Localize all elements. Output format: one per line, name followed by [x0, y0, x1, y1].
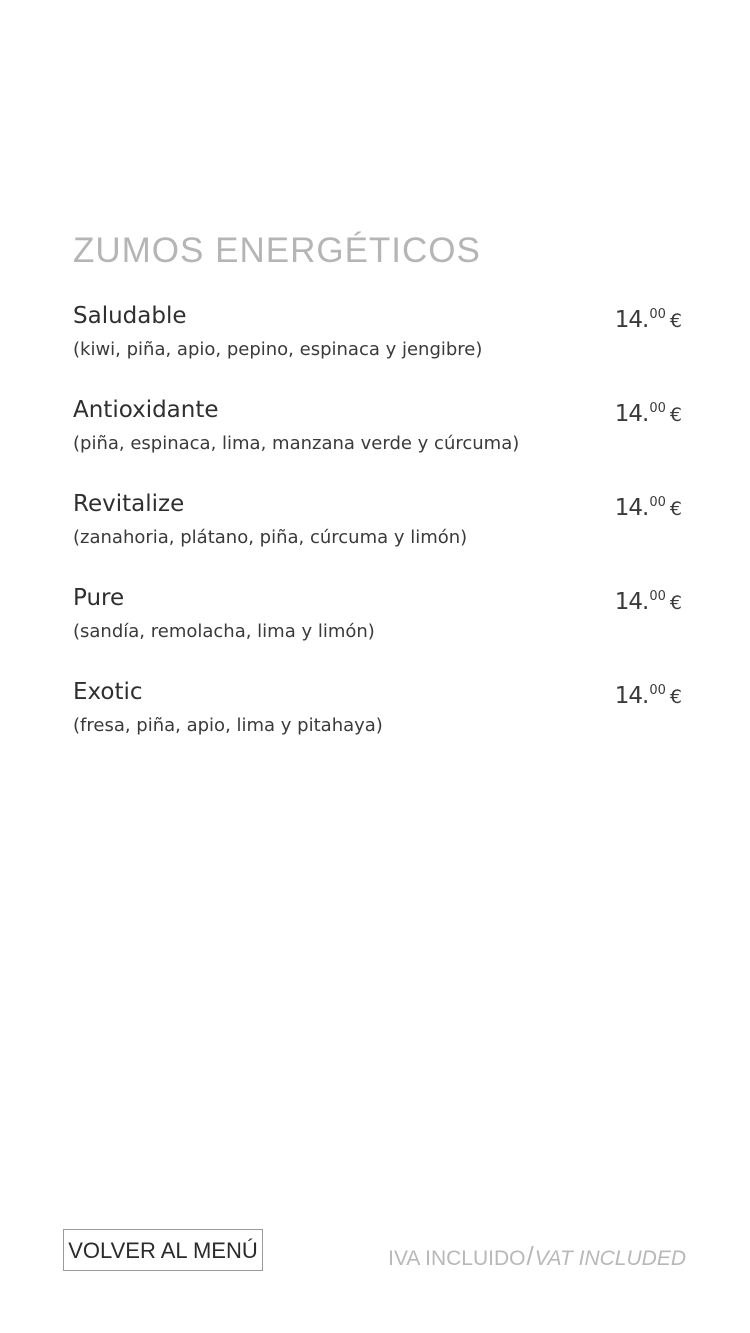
- menu-item-exotic: [73, 679, 685, 773]
- item-name: Exotic: [73, 679, 143, 705]
- price-decimals: 00: [649, 495, 666, 510]
- item-description: (zanahoria, plátano, piña, cúrcuma y limón): [73, 527, 468, 548]
- item-price: [615, 307, 682, 333]
- item-price: [615, 401, 682, 427]
- price-integer: 14.: [614, 401, 649, 427]
- item-description: (sandía, remolacha, lima y limón): [73, 621, 375, 642]
- price-decimals: 00: [649, 401, 666, 416]
- currency-symbol: €: [669, 404, 682, 426]
- menu-item-antioxidante: [73, 397, 685, 491]
- currency-symbol: €: [669, 686, 682, 708]
- vat-separator: /: [526, 1241, 534, 1271]
- menu-list: [73, 303, 685, 773]
- item-price: [615, 495, 682, 521]
- item-price: [615, 683, 682, 709]
- item-name: Pure: [73, 585, 125, 611]
- item-description: (piña, espinaca, lima, manzana verde y cúrcuma): [73, 433, 520, 454]
- price-integer: 14.: [614, 589, 649, 615]
- price-decimals: 00: [649, 683, 666, 698]
- price-integer: 14.: [614, 495, 649, 521]
- item-price: [615, 589, 682, 615]
- menu-item-saludable: [73, 303, 685, 397]
- back-to-menu-button[interactable]: VOLVER AL MENÚ: [63, 1229, 263, 1271]
- vat-note-en: VAT INCLUDED: [534, 1247, 686, 1270]
- item-name: Antioxidante: [73, 397, 219, 423]
- currency-symbol: €: [669, 592, 682, 614]
- price-integer: 14.: [614, 683, 649, 709]
- section-title: ZUMOS ENERGÉTICOS: [73, 231, 481, 270]
- price-decimals: 00: [649, 307, 666, 322]
- price-integer: 14.: [614, 307, 649, 333]
- item-description: (fresa, piña, apio, lima y pitahaya): [73, 715, 383, 736]
- item-name: Revitalize: [73, 491, 185, 517]
- menu-item-pure: [73, 585, 685, 679]
- item-name: Saludable: [73, 303, 187, 329]
- currency-symbol: €: [669, 310, 682, 332]
- price-decimals: 00: [649, 589, 666, 604]
- menu-item-revitalize: [73, 491, 685, 585]
- vat-note: [388, 1241, 686, 1272]
- currency-symbol: €: [669, 498, 682, 520]
- vat-note-es: IVA INCLUIDO: [388, 1247, 526, 1270]
- item-description: (kiwi, piña, apio, pepino, espinaca y jengibre): [73, 339, 483, 360]
